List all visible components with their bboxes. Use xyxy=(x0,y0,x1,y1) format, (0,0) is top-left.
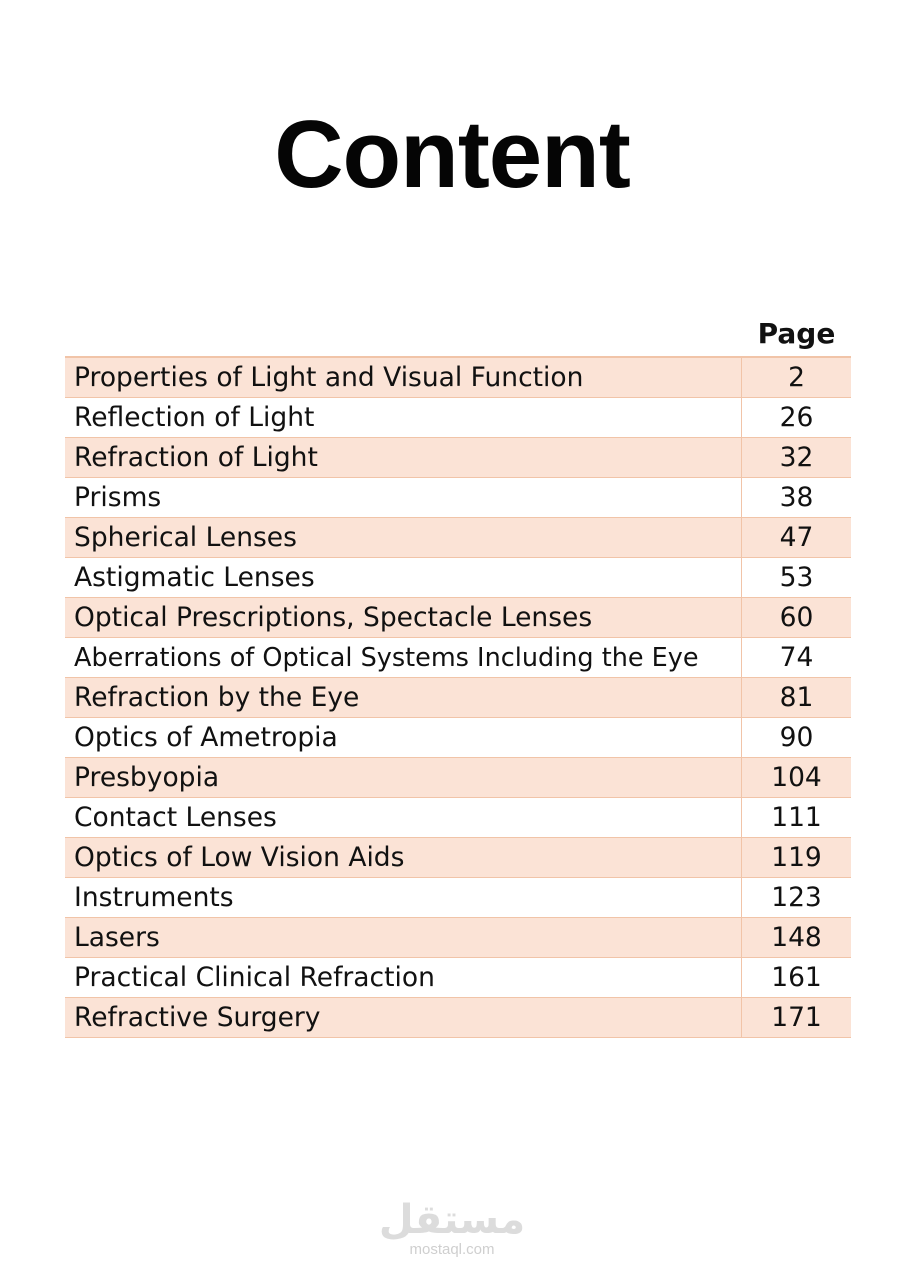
chapter-title: Properties of Light and Visual Function xyxy=(65,358,742,397)
table-row xyxy=(65,358,851,398)
page-column-header: Page xyxy=(757,317,836,350)
table-row xyxy=(65,758,851,798)
table-row xyxy=(65,638,851,678)
table-row xyxy=(65,838,851,878)
contents-table xyxy=(65,312,851,1038)
table-row xyxy=(65,558,851,598)
chapter-title: Optics of Ametropia xyxy=(65,718,742,757)
chapter-title: Refraction by the Eye xyxy=(65,678,742,717)
chapter-title: Contact Lenses xyxy=(65,798,742,837)
table-body xyxy=(65,356,851,1038)
page-number: 81 xyxy=(779,682,814,713)
page-number: 119 xyxy=(771,842,822,873)
page-number: 148 xyxy=(771,922,822,953)
table-row xyxy=(65,438,851,478)
page-number: 74 xyxy=(779,642,814,673)
chapter-title: Astigmatic Lenses xyxy=(65,558,742,597)
chapter-title: Prisms xyxy=(65,478,742,517)
page-number: 90 xyxy=(779,722,814,753)
page-number: 32 xyxy=(779,442,814,473)
watermark-site: mostaql.com xyxy=(409,1241,495,1258)
chapter-title: Reflection of Light xyxy=(65,398,742,437)
table-row xyxy=(65,478,851,518)
watermark xyxy=(0,1198,904,1258)
table-row xyxy=(65,798,851,838)
table-header xyxy=(65,312,851,356)
table-row xyxy=(65,958,851,998)
chapter-title: Optical Prescriptions, Spectacle Lenses xyxy=(65,598,742,637)
chapter-title: Spherical Lenses xyxy=(65,518,742,557)
page-number: 111 xyxy=(771,802,822,833)
chapter-title: Refraction of Light xyxy=(65,438,742,477)
chapter-title: Aberrations of Optical Systems Including the Eye xyxy=(65,638,742,677)
chapter-title: Lasers xyxy=(65,918,742,957)
table-row xyxy=(65,678,851,718)
chapter-title: Practical Clinical Refraction xyxy=(65,958,742,997)
page-number: 123 xyxy=(771,882,822,913)
page-number: 171 xyxy=(771,1002,822,1033)
page-number: 38 xyxy=(779,482,814,513)
watermark-logo: مستقل xyxy=(378,1197,526,1243)
table-row xyxy=(65,918,851,958)
table-row xyxy=(65,518,851,558)
page-number: 53 xyxy=(779,562,814,593)
page-number: 60 xyxy=(779,602,814,633)
chapter-title: Instruments xyxy=(65,878,742,917)
chapter-title: Optics of Low Vision Aids xyxy=(65,838,742,877)
page-number: 104 xyxy=(771,762,822,793)
table-row xyxy=(65,598,851,638)
chapter-title: Refractive Surgery xyxy=(65,998,742,1037)
header-title-cell xyxy=(65,312,742,356)
page-number: 26 xyxy=(779,402,814,433)
table-row xyxy=(65,998,851,1038)
table-row xyxy=(65,718,851,758)
page-title: Content xyxy=(274,101,630,208)
page-number: 161 xyxy=(771,962,822,993)
table-row xyxy=(65,398,851,438)
chapter-title: Presbyopia xyxy=(65,758,742,797)
table-row xyxy=(65,878,851,918)
page-number: 2 xyxy=(788,362,805,393)
page-number: 47 xyxy=(779,522,814,553)
